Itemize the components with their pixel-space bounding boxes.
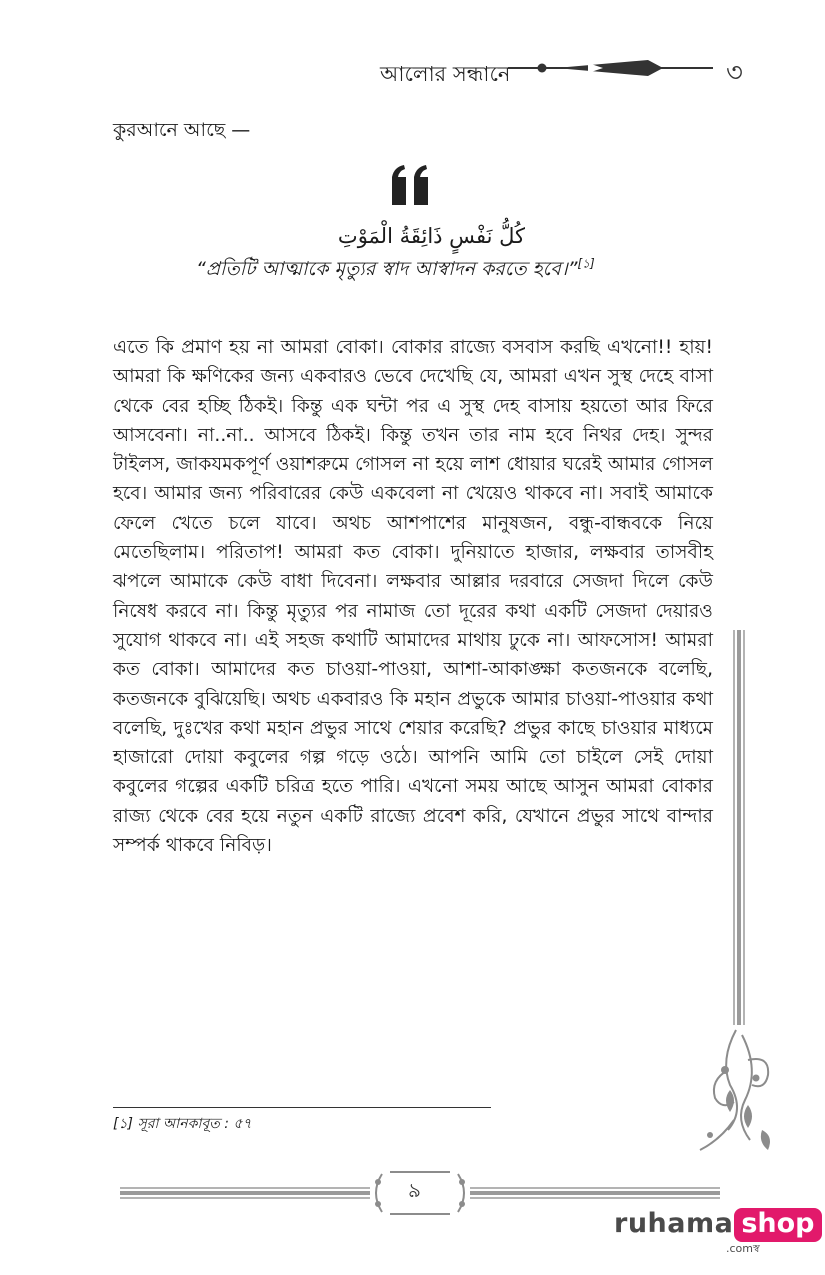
intro-line: কুরআনে আছে —: [113, 119, 251, 141]
logo-sub-text: .comস্ব: [726, 1242, 760, 1255]
quote-mark-icon: [388, 165, 434, 207]
header-ornament: [508, 50, 713, 86]
footer-page-number: ৯: [408, 1178, 421, 1202]
logo-box-text: shop: [734, 1208, 821, 1242]
footnote-ref[interactable]: [১]: [577, 256, 595, 271]
body-paragraph: এতে কি প্রমাণ হয় না আমরা বোকা। বোকার রাজ্যে বসবাস করছি এখনো!! হায়! আমরা কি ক্ষণিকের জন্য একবারও ভেবে দেখেছি যে, আমরা এখন সুস্থ দেহে বাসা থেকে বের হচ্ছি ঠিকই। কিন্তু এক ঘন্টা পর এ সুস্থ দেহ বাসায় হয়তো আর ফিরে আসবেনা। না..না.. আসবে ঠিকই। কিন্তু তখন তার নাম হবে নিথর দেহ। সুন্দর টাইলস, জাকযমকপূর্ণ ওয়াশরুমে গোসল না হয়ে লাশ ধোয়ার ঘরেই আমার গোসল হবে। আমার জন্য পরিবারের কেউ একবেলা না খেয়েও থাকবে না। সবাই আমাকে ফেলে খেতে চলে যাবে। অথচ আশপাশের মানুষজন, বন্ধু-বান্ধবকে নিয়ে মেতেছিলাম। পরিতাপ! আমরা কত বোকা। দুনিয়াতে হাজার, লক্ষবার তাসবীহ ঝপলে আমাকে কেউ বাধা দিবেনা। লক্ষবার আল্লার দরবারে সেজদা দিলে কেউ নিষেধ করবে না। কিন্তু মৃত্যুর পর নামাজ তো দূরের কথা একটি সেজদা দেয়ারও সুযোগ থাকবে না। এই সহজ কথাটি আমাদের মাথায় ঢুকে না। আফসোস! আমরা কত বোকা। আমাদের কত চাওয়া-পাওয়া, আশা-আকাঙ্ক্ষা কতজনকে বলেছি, কতজনকে বুঝিয়েছি। অথচ একবারও কি মহান প্রভুকে আমার চাওয়া-পাওয়ার কথা বলেছি, দুঃখের কথা মহান প্রভুর সাথে শেয়ার করেছি? প্রভুর কাছে চাওয়ার মাধ্যমে হাজারো দোয়া কবুলের গল্প গড়ে ওঠে। আপনি আমি তো চাইলে সেই দোয়া কবুলের গল্পের একটি চরিত্র হতে পারি। এখনো সময় আছে আসুন আমরা বোকার রাজ্য থেকে বের হয়ে নতুন একটি রাজ্যে প্রবেশ করি, যেখানে প্রভুর সাথে বান্দার সম্পর্ক থাকবে নিবিড়।: [113, 337, 713, 857]
verse-translation-text: “প্রতিটি আত্মাকে মৃত্যুর স্বাদ আস্বাদন করতে হবে।”: [196, 258, 578, 280]
footnote-rule: [113, 1107, 491, 1108]
arabic-verse: كُلُّ نَفْسٍ ذَائِقَةُ الْمَوْتِ: [337, 224, 525, 248]
header-page-number: ৩: [726, 58, 743, 88]
side-floral-ornament: [690, 630, 790, 1160]
verse-translation: [196, 255, 595, 287]
logo-left-text: ruhama: [614, 1208, 734, 1239]
book-title: আলোর সন্ধানে: [380, 62, 511, 86]
ruhamashop-logo: [614, 1208, 822, 1255]
footnote: [১] সূরা আনকাবূত : ৫৭: [113, 1116, 252, 1132]
